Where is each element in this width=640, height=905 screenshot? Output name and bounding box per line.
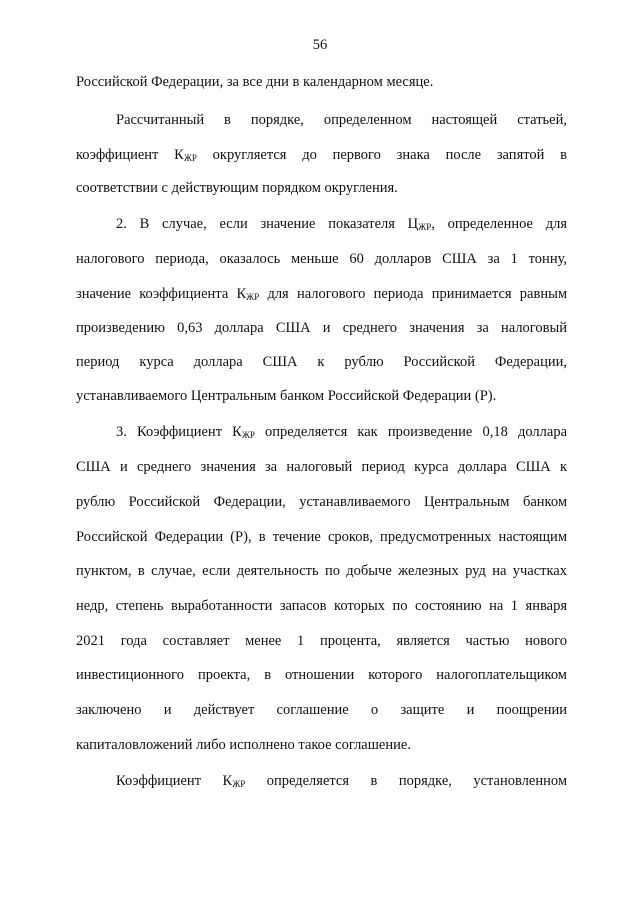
page-number: 56: [312, 37, 328, 53]
text-line: заключено и действует соглашение о защите и поощрении: [76, 702, 567, 718]
text-line: недр, степень выработанности запасов которых по состоянию на 1 января: [76, 598, 567, 614]
text-line: период курса доллара США к рублю Российской Федерации,: [76, 354, 567, 370]
text-line: 2. В случае, если значение показателя $Ц_{ЖР}$, определенное для: [116, 216, 567, 232]
text-line: Российской Федерации (Р), в течение сроков, предусмотренных настоящим: [76, 529, 567, 545]
text-line: пунктом, в случае, если деятельность по добыче железных руд на участках: [76, 563, 567, 579]
text-line: 2021 года составляет менее 1 процента, является частью нового: [76, 633, 567, 649]
text-line: 3. Коэффициент $К_{ЖР}$ определяется как произведение 0,18 доллара: [116, 424, 568, 440]
text-line: Российской Федерации, за все дни в календарном месяце.: [76, 74, 434, 90]
text-line: Коэффициент $К_{ЖР}$ определяется в порядке, установленном: [116, 773, 567, 789]
text-line: значение коэффициента $К_{ЖР}$ для налогового периода принимается равным: [76, 286, 567, 302]
text-line: рублю Российской Федерации, устанавливаемого Центральным банком: [76, 494, 567, 510]
text-line: США и среднего значения за налоговый период курса доллара США к: [76, 459, 567, 475]
text-line: капиталовложений либо исполнено такое соглашение.: [76, 737, 411, 753]
text-line: произведению 0,63 доллара США и среднего значения за налоговый: [76, 320, 567, 336]
text-line: соответствии с действующим порядком округления.: [76, 180, 398, 196]
text-line: устанавливаемого Центральным банком Российской Федерации (Р).: [76, 388, 497, 404]
text-line: инвестиционного проекта, в отношении которого налогоплательщиком: [76, 667, 567, 683]
text-line: Рассчитанный в порядке, определенном настоящей статьей,: [116, 112, 567, 128]
text-line: коэффициент $К_{ЖР}$ округляется до первого знака после запятой в: [76, 147, 567, 163]
text-line: налогового периода, оказалось меньше 60 долларов США за 1 тонну,: [76, 251, 567, 267]
